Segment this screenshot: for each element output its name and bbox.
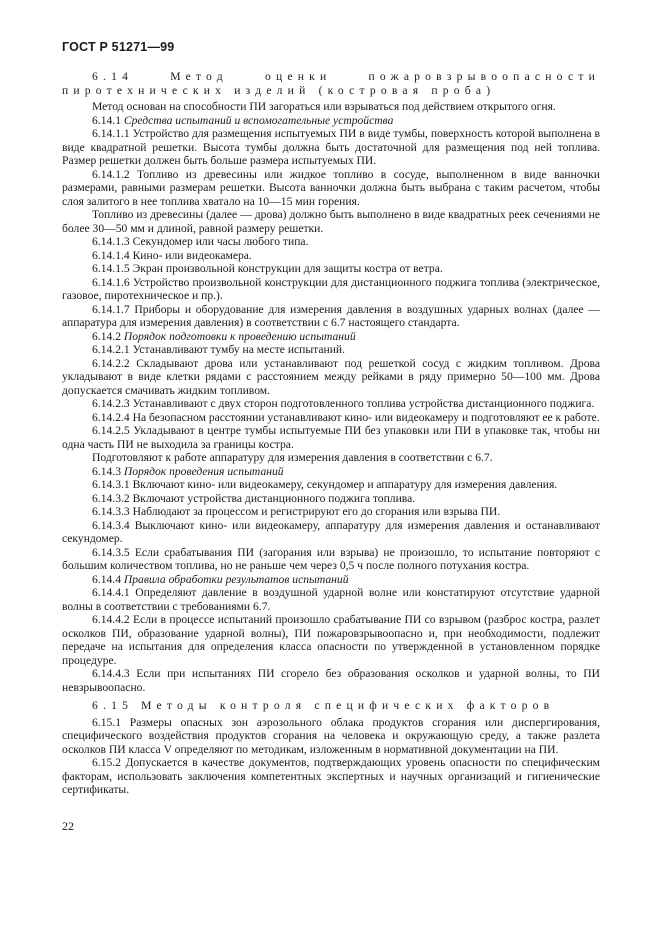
document-body	[62, 68, 600, 797]
paragraph: 6.15.1 Размеры опасных зон аэрозольного облака продуктов сгорания или диспергирования, специфического воздействия продуктов сгорания на человека и окружающую среду, а также разлета осколков ПИ класса V определяют по методикам, изложенным в нормативной документации на ПИ.	[62, 715, 600, 756]
page-number: 22	[62, 819, 74, 833]
paragraph: 6.14.4.1 Определяют давление в воздушной ударной волне или констатируют отсутствие ударной волны в соответствии с требованиями 6.7.	[62, 586, 600, 613]
paragraph: 6.14.3.3 Наблюдают за процессом и регистрируют его до сгорания или взрыва ПИ.	[92, 505, 501, 518]
paragraph: 6.14.1.4 Кино- или видеокамера.	[92, 248, 252, 262]
paragraph: 6.14.1.5 Экран произвольной конструкции для защиты костра от ветра.	[92, 262, 443, 275]
standard-header: ГОСТ Р 51271—99	[62, 40, 175, 54]
subsection-heading-6-14-2: 6.14.2 Порядок подготовки к проведению испытаний	[92, 329, 356, 343]
section-heading-6-14: 6.14 Метод оценки пожаровзрывоопасности пиротехнических изделий (костровая проба)	[62, 70, 600, 97]
paragraph: 6.14.4.2 Если в процессе испытаний произошло срабатывание ПИ со взрывом (разброс костра, разлет осколков ПИ, образование ударной волны), ПИ пожаровзрывоопасно и, при необходимости, подлежит передаче на испытания для определения класса опасности по утвержденной в установленном порядке процедуре.	[62, 613, 600, 667]
paragraph: Метод основан на способности ПИ загораться или взрываться под действием открытого огня.	[92, 100, 556, 113]
paragraph: 6.14.1.7 Приборы и оборудование для измерения давления в воздушных ударных волнах (далее — аппаратура для измерения давления) в соответствии с 6.7 настоящего стандарта.	[62, 302, 600, 329]
paragraph: 6.14.3.5 Если срабатывания ПИ (загорания или взрыва) не произошло, то испытание повторяют с большим количеством топлива, но не раньше чем через 0,5 ч после полного потухания костра.	[62, 545, 600, 572]
paragraph: 6.14.2.1 Устанавливают тумбу на месте испытаний.	[92, 343, 346, 356]
paragraph: 6.15.2 Допускается в качестве документов, подтверждающих уровень опасности по специфическим факторам, использовать заключения компетентных экспертных и научных организаций и гигиенические сертификаты.	[62, 756, 600, 796]
paragraph: 6.14.3.1 Включают кино- или видеокамеру, секундомер и аппаратуру для измерения давления.	[92, 478, 558, 491]
paragraph: 6.14.2.3 Устанавливают с двух сторон подготовленного топлива устройства дистанционного поджига.	[92, 397, 595, 410]
subsection-heading-6-14-3: 6.14.3 Порядок проведения испытаний	[92, 464, 284, 478]
subsection-heading-6-14-1: 6.14.1 Средства испытаний и вспомогательные устройства	[92, 113, 394, 127]
section-heading-6-15: 6.15 Методы контроля специфических факторов	[92, 699, 555, 712]
paragraph: 6.14.1.3 Секундомер или часы любого типа.	[92, 235, 309, 248]
paragraph: Подготовляют к работе аппаратуру для измерения давления в соответствии с 6.7.	[92, 451, 493, 464]
paragraph: Топливо из древесины (далее — дрова) должно быть выполнено в виде квадратных реек сечениями не более 30—50 мм и длиной, равной размеру решетки.	[62, 208, 600, 235]
paragraph: 6.14.4.3 Если при испытаниях ПИ сгорело без образования осколков и ударной волны, то ПИ невзрывоопасно.	[62, 667, 600, 694]
paragraph: 6.14.1.1 Устройство для размещения испытуемых ПИ в виде тумбы, поверхность которой выполнена в виде квадратной решетки. Высота тумбы должна быть достаточной для размещения под ней топлива. Размер решетки должен быть больше размера испытуемых ПИ.	[62, 127, 600, 167]
paragraph: 6.14.3.2 Включают устройства дистанционного поджига топлива.	[92, 491, 416, 505]
paragraph: 6.14.1.6 Устройство произвольной конструкции для дистанционного поджига топлива (электрическое, газовое, пиротехническое и пр.).	[62, 275, 600, 302]
paragraph: 6.14.3.4 Выключают кино- или видеокамеру, аппаратуру для измерения давления и останавливают секундомер.	[62, 518, 600, 545]
subsection-heading-6-14-4: 6.14.4 Правила обработки результатов испытаний	[92, 572, 349, 586]
paragraph: 6.14.2.2 Складывают дрова или устанавливают под решеткой сосуд с жидким топливом. Дрова укладывают в виде клетки рядами с расстоянием между рейками в ряду примерно 50—100 мм. Дрова допускается смачивать жидким топливом.	[62, 356, 600, 397]
paragraph: 6.14.2.4 На безопасном расстоянии устанавливают кино- или видеокамеру и подготовляют ее к работе.	[92, 410, 600, 424]
paragraph: 6.14.1.2 Топливо из древесины или жидкое топливо в сосуде, выполненном в виде ванночки размерами, равными размерам решетки. Высота ванночки должна быть выбрана с таким расчетом, чтобы слоя залитого в нее топлива хватало на 10—15 мин горения.	[62, 167, 600, 208]
paragraph: 6.14.2.5 Укладывают в центре тумбы испытуемые ПИ без упаковки или ПИ в упаковке так, чтобы ни одна часть ПИ не выходила за границы костра.	[62, 424, 600, 451]
